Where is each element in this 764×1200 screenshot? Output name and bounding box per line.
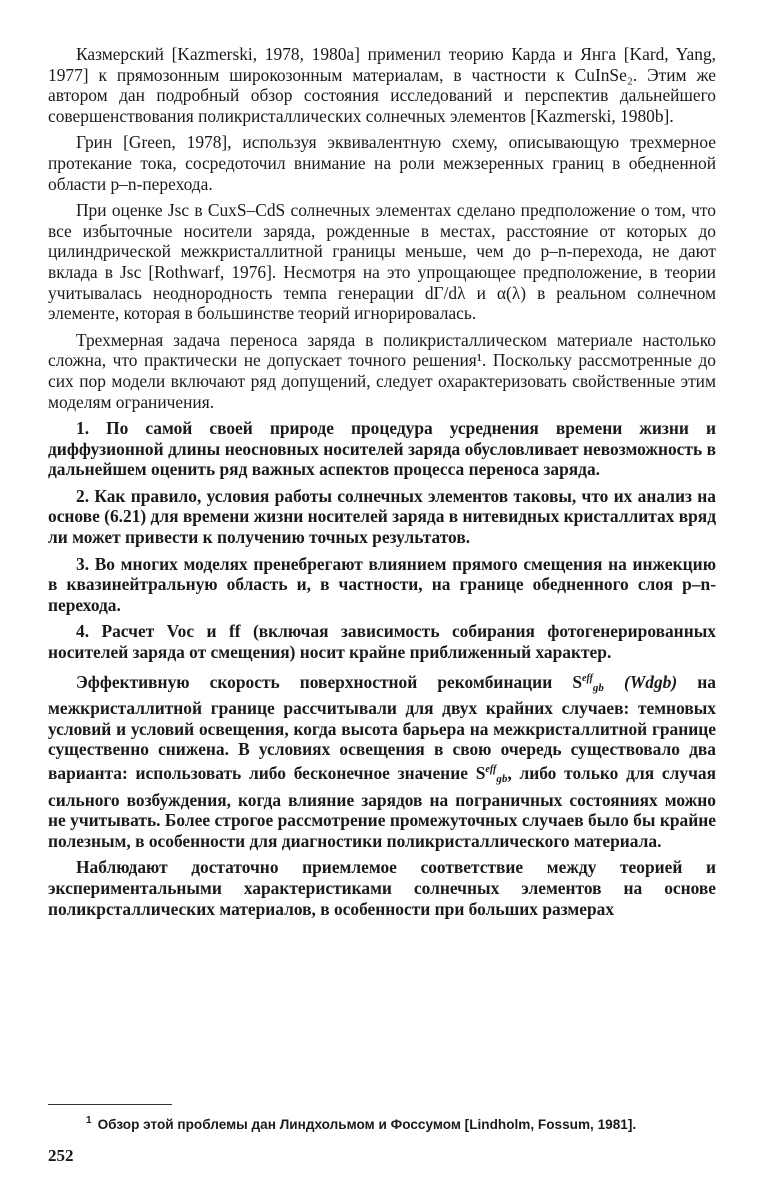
footnote — [48, 1112, 716, 1134]
formula-sup: eff — [582, 672, 593, 684]
formula-rest-sub: gb — [496, 773, 508, 785]
formula-tail: , либо только для случая сильного возбуждения, когда влияние зарядов на пограничных состояниях можно не учитывать. Более строгое рассмотрение промежуточных случаев было бы крайне полезным, в особенности для диагностики поликристаллического материала. — [48, 763, 716, 851]
paragraph-1: Казмерский [Kazmerski, 1978, 1980a] применил теорию Карда и Янга [Kard, Yang, 1977] к прямозонным широкозонным материалам, в частности к CuInSe₂. Этим же автором дан подробный обзор состояния исследований и перспектив дальнейшего совершенствования поликристаллических солнечных элементов [Kazmerski, 1980b]. — [48, 44, 716, 126]
formula-paragraph — [48, 669, 716, 852]
list-item-4: 4. Расчет Voc и ff (включая зависимость собирания фотогенерированных носителей заряда от смещения) носит крайне приближенный характер. — [48, 621, 716, 663]
footnote-text: Обзор этой проблемы дан Линдхольмом и Фоссумом [Lindholm, Fossum, 1981]. — [97, 1117, 637, 1132]
formula-lead: Эффективную скорость поверхностной рекомбинации S — [76, 671, 582, 692]
paragraph-3: При оценке Jsc в CuxS–CdS солнечных элементах сделано предположение о том, что все избыточные носители заряда, рожденные в местах, расстояние от которых до цилиндрической межкристаллитной границы меньше, чем до p–n-перехода, не дают вклада в Jsc [Rothwarf, 1976]. Несмотря на это упрощающее предположение, в теории учитывалась неоднородность темпа генерации dΓ/dλ и α(λ) в реальном солнечном элементе, которая в большинстве теорий игнорировалась. — [48, 200, 716, 324]
formula-rest: на межкристаллитной границе рассчитывали для двух крайних случаев: темновых условий и условий освещения, когда высота барьера на межкристаллитной границе существенно снижена. В условиях освещения в свою очередь существовало два варианта: использовать либо бесконечное значение S — [48, 671, 716, 783]
page-number: 252 — [48, 1146, 74, 1165]
paragraph-2: Грин [Green, 1978], используя эквивалентную схему, описывающую трехмерное протекание тока, сосредоточил внимание на роли межзеренных границ в обедненной области p–n-перехода. — [48, 132, 716, 194]
footnote-mark: 1 — [86, 1115, 92, 1126]
formula-arg: (Wdgb) — [624, 671, 678, 692]
paragraph-last: Наблюдают достаточно приемлемое соответствие между теорией и экспериментальными характеристиками солнечных элементов на основе поликрсталлических материалов, в особенности при больших размерах — [48, 857, 716, 919]
list-item-3: 3. Во многих моделях пренебрегают влиянием прямого смещения на инжекцию в квазинейтральную область и, в частности, на границе обедненного слоя p–n-перехода. — [48, 553, 716, 615]
main-text — [48, 44, 716, 925]
list-item-2: 2. Как правило, условия работы солнечных элементов таковы, что их анализ на основе (6.21) для времени жизни носителей заряда в нитевидных кристаллитах вряд ли может привести к получению точных результатов. — [48, 485, 716, 548]
formula-sub: gb — [592, 681, 604, 694]
footnote-divider — [48, 1104, 172, 1105]
paragraph-4: Трехмерная задача переноса заряда в поликристаллическом материале настолько сложна, что практически не допускает точного решения¹. Поскольку рассмотренные до сих пор модели включают ряд допущений, следует охарактеризовать свойственные этим моделям ограничения. — [48, 329, 716, 412]
list-item-1: 1. По самой своей природе процедура усреднения времени жизни и диффузионной длины неосновных носителей заряда обусловливает невозможность в дальнейшем оценить ряд важных аспектов процесса переноса заряда. — [48, 418, 716, 480]
formula-rest-sup: eff — [485, 764, 497, 775]
